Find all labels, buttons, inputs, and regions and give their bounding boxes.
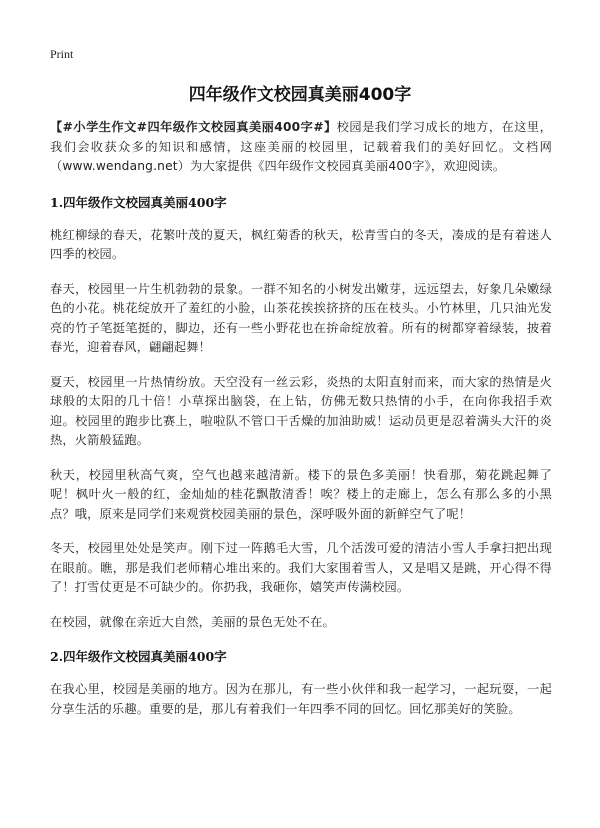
document-title: 四年级作文校园真美丽400字 bbox=[188, 85, 412, 105]
section-heading: 2.四年级作文校园真美丽400字 bbox=[50, 649, 227, 664]
paragraph: 春天，校园里一片生机勃勃的景象。一群不知名的小树发出嫩芽，远远望去，好象几朵嫩绿色的小花。桃花绽放开了羞红的小脸，山茶花挨挨挤挤的压在枝头。小竹林里，几只油光发亮的竹子笔挺笔挺的，脚边，还有一些小野花也在拚命绽放着。所有的树都穿着绿装，披着春光，迎着春风，翩翩起舞！ bbox=[50, 281, 552, 354]
paragraph: 桃红柳绿的春天，花繁叶茂的夏天，枫红菊香的秋天，松青雪白的冬天，凑成的是有着迷人四季的校园。 bbox=[50, 227, 552, 261]
essay-section-2 bbox=[50, 647, 552, 719]
intro-text: 校园是我们学习成长的地方，在这里，我们会收获众多的知识和感情，这座美丽的校园里，记载着我们的美好回忆。文档网（www.wendang.net）为大家提供《四年级作文校园真美丽400字》，欢迎阅读。 bbox=[50, 120, 552, 173]
paragraph: 在校园，就像在亲近大自然，美丽的景色无处不在。 bbox=[50, 614, 335, 629]
essay-section-1 bbox=[50, 193, 552, 633]
document-body bbox=[50, 118, 552, 734]
paragraph: 在我心里，校园是美丽的地方。因为在那儿，有一些小伙伴和我一起学习，一起玩耍，一起分享生活的乐趣。重要的是，那儿有着我们一年四季不同的回忆。回忆那美好的笑脸。 bbox=[50, 682, 552, 716]
paragraph: 秋天，校园里秋高气爽，空气也越来越清新。楼下的景色多美丽！快看那，菊花跳起舞了呢！枫叶火一般的红，金灿灿的桂花飘散清香！唉？楼上的走廊上，怎么有那么多的小黑点？哦，原来是同学们来观赏校园美丽的景色，深呼吸外面的新鲜空气了呢！ bbox=[50, 467, 552, 521]
intro-paragraph bbox=[50, 118, 552, 177]
paragraph: 夏天，校园里一片热情纷放。天空没有一丝云彩，炎热的太阳直射而来，而大家的热情是火球般的太阳的几十倍！小草探出脑袋，在上钻，仿佛无数只热情的小手，在向你我招手欢迎。校园里的跑步比赛上，啦啦队不管口干舌燥的加油助威！运动员更是忍着满头大汗的炎热，火箭般猛跑。 bbox=[50, 374, 552, 447]
section-heading: 1.四年级作文校园真美丽400字 bbox=[50, 194, 227, 210]
print-label: Print bbox=[50, 47, 74, 61]
paragraph: 冬天，校园里处处是笑声。刚下过一阵鹅毛大雪，几个活泼可爱的清洁小雪人手拿扫把出现在眼前。瞧，那是我们老师精心堆出来的。我们大家围着雪人，又是唱又是跳，开心得不得了！打雪仗更是不可缺少的。你扔我，我砸你，嬉笑声传满校园。 bbox=[50, 541, 552, 594]
intro-tag: 【#小学生作文#四年级作文校园真美丽400字#】 bbox=[50, 120, 337, 134]
